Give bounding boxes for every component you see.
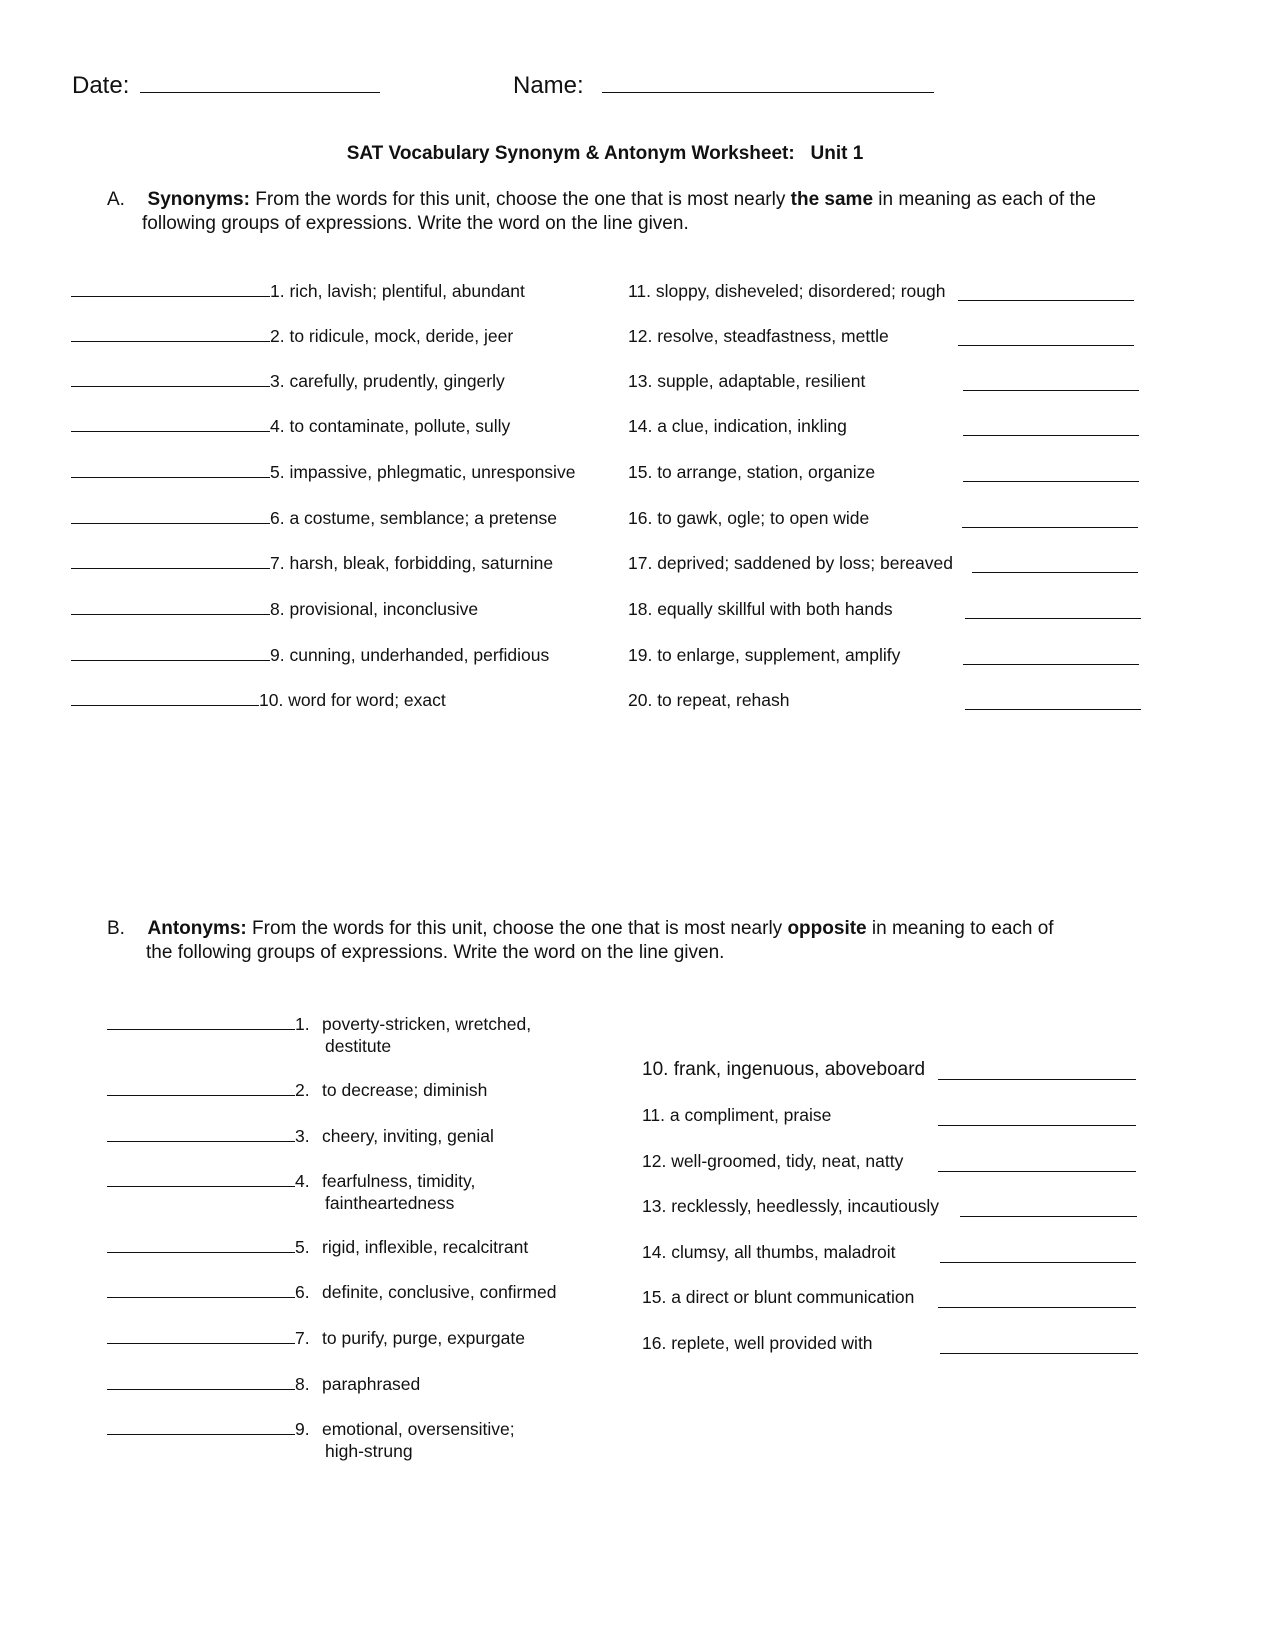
- answer-blank[interactable]: [107, 1388, 295, 1390]
- section-a-emphasis: the same: [790, 189, 874, 210]
- section-a-text: From the words for this unit, choose the one that is most nearly: [255, 189, 786, 210]
- answer-blank[interactable]: [107, 1094, 295, 1096]
- page-title: SAT Vocabulary Synonym & Antonym Worksheet: Unit 1: [346, 143, 864, 164]
- antonym-item-continuation: faintheartedness: [325, 1193, 455, 1213]
- synonym-item-text: 3. carefully, prudently, gingerly: [270, 371, 505, 391]
- answer-blank[interactable]: [938, 1170, 1136, 1172]
- answer-blank[interactable]: [71, 385, 270, 387]
- date-label: Date:: [72, 72, 130, 99]
- synonym-item-text: 7. harsh, bleak, forbidding, saturnine: [270, 553, 554, 573]
- antonym-item-number: 8.: [295, 1374, 310, 1394]
- section-b-letter: B.: [107, 918, 125, 939]
- antonym-item: [107, 1079, 487, 1102]
- antonym-item-text: to purify, purge, expurgate: [322, 1328, 525, 1348]
- synonym-item-text: 12. resolve, steadfastness, mettle: [628, 326, 889, 346]
- answer-blank[interactable]: [960, 1215, 1137, 1217]
- antonym-item-text: 11. a compliment, praise: [642, 1105, 832, 1125]
- synonym-item-text: 1. rich, lavish; plentiful, abundant: [270, 281, 525, 301]
- antonym-item: [107, 1327, 525, 1350]
- section-b-text-post: in meaning to each of: [871, 918, 1054, 939]
- answer-blank[interactable]: [938, 1306, 1136, 1308]
- date-field: [72, 72, 380, 100]
- antonym-item: [107, 1013, 531, 1036]
- answer-blank[interactable]: [71, 522, 270, 524]
- section-b-text: From the words for this unit, choose the one that is most nearly: [252, 918, 783, 939]
- synonym-item: [71, 461, 575, 484]
- answer-blank[interactable]: [958, 344, 1134, 346]
- section-a-heading: Synonyms:: [147, 189, 250, 210]
- synonym-item: [71, 325, 513, 348]
- antonym-item-continuation: destitute: [325, 1036, 392, 1056]
- answer-blank[interactable]: [71, 567, 270, 569]
- answer-blank[interactable]: [107, 1433, 295, 1435]
- answer-blank[interactable]: [107, 1342, 295, 1344]
- answer-blank[interactable]: [71, 476, 270, 478]
- antonym-item-text: emotional, oversensitive;: [322, 1419, 515, 1439]
- synonym-item-text: 4. to contaminate, pollute, sully: [270, 416, 511, 436]
- answer-blank[interactable]: [71, 613, 270, 615]
- synonym-item-text: 2. to ridicule, mock, deride, jeer: [270, 326, 514, 346]
- antonym-item: [107, 1281, 556, 1304]
- answer-blank[interactable]: [963, 434, 1139, 436]
- synonym-item-text: 19. to enlarge, supplement, amplify: [628, 645, 901, 665]
- synonym-item-text: 20. to repeat, rehash: [628, 690, 790, 710]
- antonym-item-number: 6.: [295, 1282, 310, 1302]
- answer-blank[interactable]: [963, 389, 1139, 391]
- answer-blank[interactable]: [107, 1028, 295, 1030]
- answer-blank[interactable]: [940, 1352, 1138, 1354]
- antonym-item: [642, 1104, 831, 1127]
- antonym-item-text: fearfulness, timidity,: [322, 1171, 476, 1191]
- section-a-instructions-line2: following groups of expressions. Write the word on the line given.: [142, 213, 689, 234]
- synonym-item-text: 11. sloppy, disheveled; disordered; rough: [628, 281, 946, 301]
- antonym-item-text: paraphrased: [322, 1374, 421, 1394]
- section-b-heading: Antonyms:: [147, 918, 247, 939]
- antonym-item: [107, 1373, 420, 1396]
- antonym-item: [642, 1241, 896, 1264]
- answer-blank[interactable]: [71, 430, 270, 432]
- antonym-item-text: 12. well-groomed, tidy, neat, natty: [642, 1151, 904, 1171]
- antonym-item-text: 14. clumsy, all thumbs, maladroit: [642, 1242, 896, 1262]
- synonym-item: [71, 280, 525, 303]
- synonym-item-text: 17. deprived; saddened by loss; bereaved: [628, 553, 953, 573]
- section-a-instructions: [107, 187, 1096, 212]
- synonym-item-text: 16. to gawk, ogle; to open wide: [628, 508, 870, 528]
- antonym-item-text: 13. recklessly, heedlessly, incautiously: [642, 1196, 939, 1216]
- synonym-item-text: 6. a costume, semblance; a pretense: [270, 508, 557, 528]
- synonym-item: [628, 325, 889, 348]
- answer-blank[interactable]: [972, 571, 1138, 573]
- synonym-item: [628, 461, 875, 484]
- answer-blank[interactable]: [107, 1140, 295, 1142]
- antonym-item-number: 3.: [295, 1126, 310, 1146]
- antonym-item-number: 1.: [295, 1014, 310, 1034]
- antonym-item-continuation: high-strung: [325, 1441, 413, 1461]
- antonym-item: [642, 1058, 925, 1081]
- synonym-item: [71, 370, 505, 393]
- synonym-item: [628, 644, 900, 667]
- antonym-item: [642, 1332, 873, 1355]
- answer-blank[interactable]: [962, 526, 1138, 528]
- antonym-item: [107, 1418, 515, 1441]
- synonym-item: [628, 370, 865, 393]
- synonym-item: [628, 598, 893, 621]
- answer-blank[interactable]: [71, 340, 270, 342]
- answer-blank[interactable]: [940, 1261, 1136, 1263]
- synonym-item: [71, 689, 446, 712]
- synonym-item: [628, 415, 847, 438]
- antonym-item: [107, 1170, 475, 1193]
- synonym-item: [628, 280, 945, 303]
- synonym-item: [71, 598, 478, 621]
- answer-blank[interactable]: [938, 1078, 1136, 1080]
- antonym-item: [107, 1236, 528, 1259]
- name-field: [513, 72, 934, 100]
- synonym-item-text: 8. provisional, inconclusive: [270, 599, 479, 619]
- answer-blank[interactable]: [71, 704, 259, 706]
- synonym-item: [71, 552, 553, 575]
- date-blank[interactable]: [140, 91, 380, 93]
- synonym-item-text: 5. impassive, phlegmatic, unresponsive: [270, 462, 576, 482]
- antonym-item-text: cheery, inviting, genial: [322, 1126, 494, 1146]
- section-a-text-post: in meaning as each of the: [878, 189, 1096, 210]
- antonym-item: [642, 1150, 903, 1173]
- synonym-item: [71, 644, 549, 667]
- synonym-item-text: 9. cunning, underhanded, perfidious: [270, 645, 550, 665]
- synonym-item: [628, 689, 790, 712]
- synonym-item: [71, 507, 557, 530]
- section-a-letter: A.: [107, 189, 125, 210]
- answer-blank[interactable]: [71, 295, 270, 297]
- antonym-item-text: to decrease; diminish: [322, 1080, 488, 1100]
- synonym-item: [628, 507, 869, 530]
- answer-blank[interactable]: [938, 1124, 1136, 1126]
- antonym-item-number: 2.: [295, 1080, 310, 1100]
- synonym-item-text: 13. supple, adaptable, resilient: [628, 371, 866, 391]
- synonym-item-text: 18. equally skillful with both hands: [628, 599, 893, 619]
- answer-blank[interactable]: [965, 708, 1141, 710]
- section-b-emphasis: opposite: [787, 918, 867, 939]
- antonym-item-text: definite, conclusive, confirmed: [322, 1282, 557, 1302]
- antonym-item: [642, 1195, 939, 1218]
- synonym-item: [71, 415, 510, 438]
- antonym-item: [642, 1286, 914, 1309]
- synonym-item: [628, 552, 953, 575]
- antonym-item-number: 4.: [295, 1171, 310, 1191]
- antonym-item-number: 9.: [295, 1419, 310, 1439]
- answer-blank[interactable]: [958, 299, 1134, 301]
- answer-blank[interactable]: [963, 663, 1139, 665]
- answer-blank[interactable]: [107, 1185, 295, 1187]
- section-b-instructions: [107, 916, 1054, 941]
- answer-blank[interactable]: [107, 1296, 295, 1298]
- name-label: Name:: [513, 72, 584, 99]
- antonym-item-text: 16. replete, well provided with: [642, 1333, 873, 1353]
- name-blank[interactable]: [602, 91, 934, 93]
- synonym-item-text: 14. a clue, indication, inkling: [628, 416, 847, 436]
- antonym-item-number: 5.: [295, 1237, 310, 1257]
- antonym-item-text: rigid, inflexible, recalcitrant: [322, 1237, 529, 1257]
- antonym-item-text: 15. a direct or blunt communication: [642, 1287, 915, 1307]
- answer-blank[interactable]: [965, 617, 1141, 619]
- synonym-item-text: 15. to arrange, station, organize: [628, 462, 876, 482]
- synonym-item-text: 10. word for word; exact: [259, 690, 446, 710]
- antonym-item-text: poverty-stricken, wretched,: [322, 1014, 532, 1034]
- answer-blank[interactable]: [71, 659, 270, 661]
- antonym-item-text: 10. frank, ingenuous, aboveboard: [642, 1059, 926, 1080]
- section-b-instructions-line2: the following groups of expressions. Write the word on the line given.: [146, 942, 725, 963]
- answer-blank[interactable]: [963, 480, 1139, 482]
- antonym-item: [107, 1125, 494, 1148]
- antonym-item-number: 7.: [295, 1328, 310, 1348]
- answer-blank[interactable]: [107, 1251, 295, 1253]
